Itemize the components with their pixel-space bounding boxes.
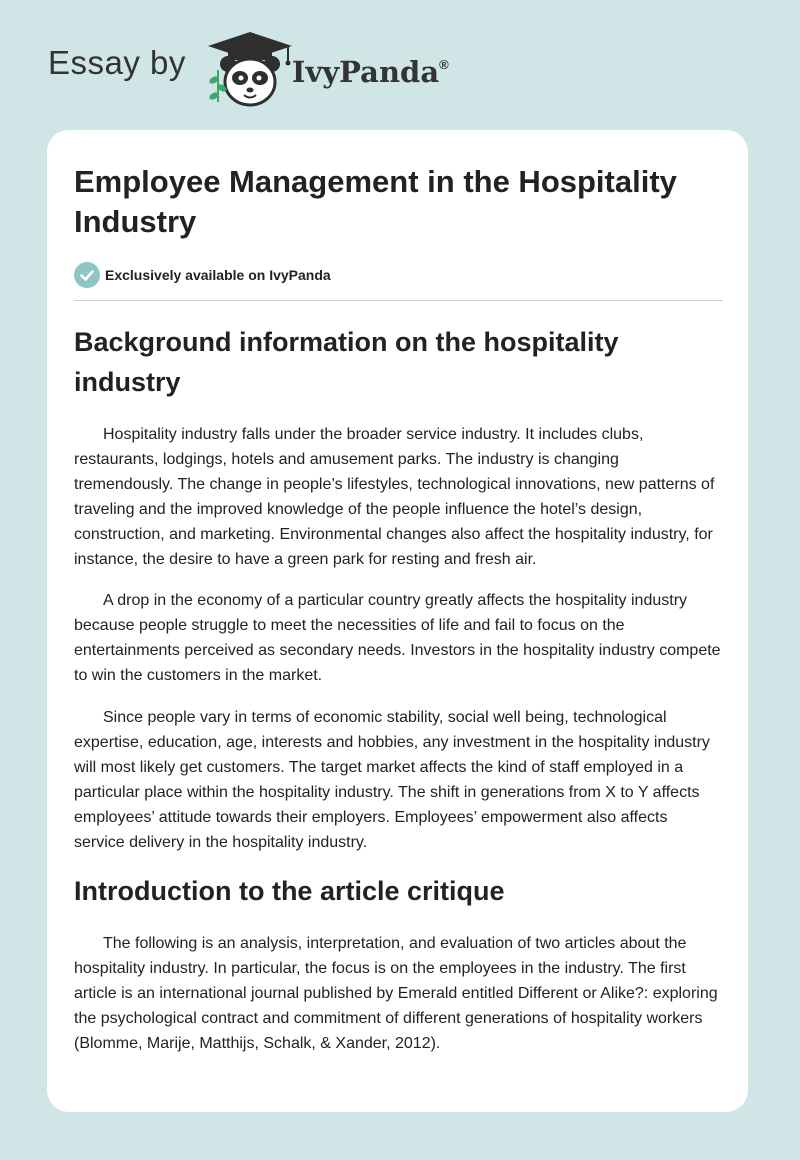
badge-text: Exclusively available on IvyPanda <box>105 267 331 283</box>
paragraph: The following is an analysis, interpretation, and evaluation of two articles about the hospitality industry. In particular, the focus is on the employees in the industry. The first article is an international journal published by Emerald entitled Different or Alike?: exploring the psychological contract and commitment of different generations of hospitality workers (Blomme, Marije, Matthijs, Schalk, & Xander, 2012). <box>74 935 718 1052</box>
brand-prefix: Essay by <box>48 44 186 81</box>
paragraph: Since people vary in terms of economic stability, social well being, technological expertise, education, age, interests and hobbies, any investment in the hospitality industry will most likely get customers. The target market affects the kind of staff employed in a particular place within the hospitality industry. The shift in generations from X to Y affects employees’ attitude towards their employers. Employees’ empowerment also affects service delivery in the hospitality industry. <box>74 709 710 851</box>
check-circle-icon <box>74 262 100 288</box>
exclusive-badge <box>74 262 722 288</box>
brand-name-text: IvyPanda <box>291 55 440 89</box>
paragraph: A drop in the economy of a particular country greatly affects the hospitality industry because people struggle to meet the necessities of life and fail to focus on the entertainments perceived as secondary needs. Investors in the hospitality industry compete to win the customers in the market. <box>74 592 721 684</box>
section-heading: Background information on the hospitality industry <box>74 327 619 397</box>
title-divider <box>74 300 723 301</box>
paragraph: Hospitality industry falls under the broader service industry. It includes clubs, restaurants, lodgings, hotels and amusement parks. The industry is changing tremendously. The change in people’s lifestyles, technological innovations, new patterns of traveling and the improved knowledge of the people influence the hotel’s design, construction, and marketing. Environmental changes also affect the hospitality industry, for instance, the desire to have a green park for resting and fresh air. <box>74 426 715 568</box>
brand-name[interactable] <box>292 55 449 89</box>
article-title: Employee Management in the Hospitality Industry <box>74 164 677 239</box>
registered-mark: ® <box>439 57 449 72</box>
section-heading: Introduction to the article critique <box>74 876 505 906</box>
section-introduction <box>74 871 722 1056</box>
article-card <box>47 130 748 1112</box>
panda-logo-icon[interactable] <box>204 30 296 110</box>
site-header <box>48 30 449 110</box>
section-background <box>74 322 722 855</box>
